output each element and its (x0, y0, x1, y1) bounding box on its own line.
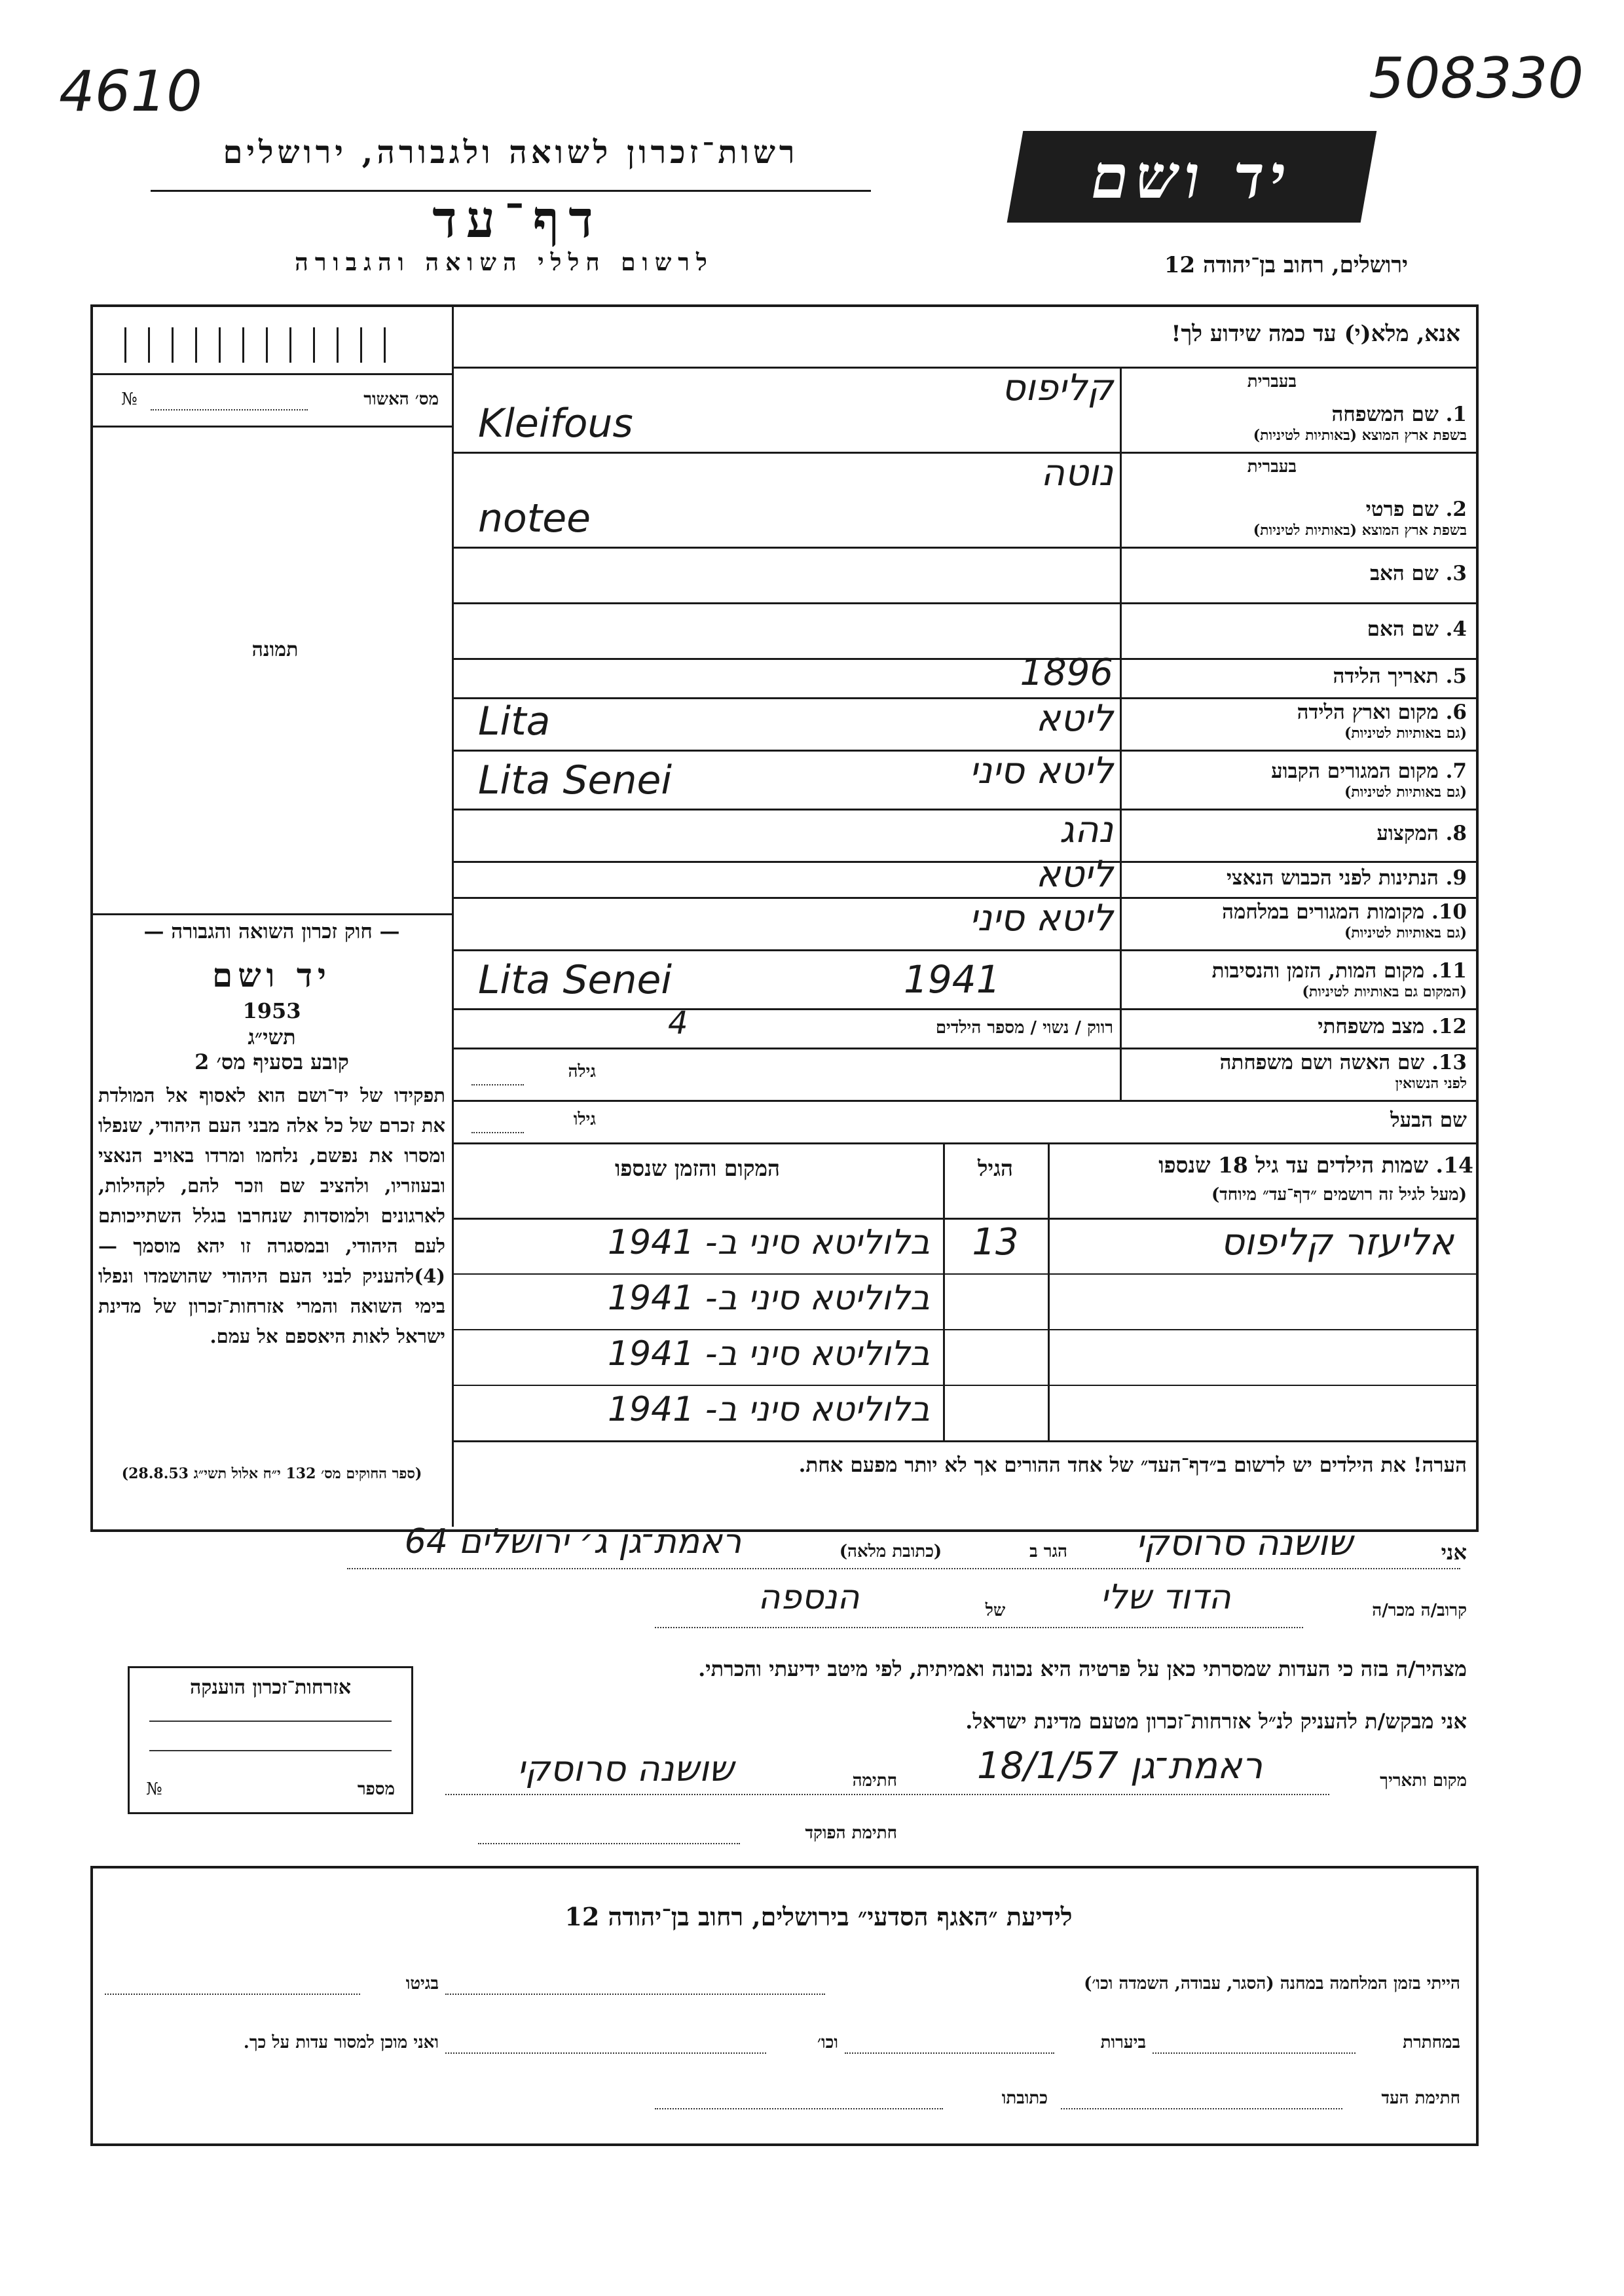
law-citation: (ספר החוקים מס׳ 132 י״ח אלול תשי״ג 28.8.53) (121, 1465, 422, 1482)
footer-line3-a: חתימת העד (1381, 2088, 1460, 2108)
signature-line (445, 1794, 1329, 1795)
footer-line2-c: וכו׳ (817, 2033, 838, 2052)
footer-line3-field-b (655, 2108, 943, 2109)
field-sub-label: (המקום גם באותיות לטיניות) (1302, 983, 1467, 1000)
approval-line (151, 409, 308, 410)
children-title: 14. שמות הילדים עד גיל 18 שנספו (1158, 1152, 1473, 1178)
footer-line2-field-c (445, 2052, 766, 2054)
children-divider-age-left (943, 1142, 945, 1440)
left-column-divider (452, 304, 454, 1527)
law-section: קובע בסעיף מס׳ 2 (194, 1049, 349, 1074)
header-address: ירושלים, רחוב בן־יהודה 12 (1164, 252, 1408, 278)
field-row-line (452, 1008, 1476, 1010)
certificate-box (128, 1666, 413, 1814)
children-count: 4 (668, 1005, 688, 1042)
field-latin-value: Lita (478, 699, 551, 744)
declarant-line (347, 1568, 1460, 1569)
declarant-i-label: אני (1441, 1540, 1467, 1565)
field-label: 11. מקום המות, הזמן והנסיבות (1211, 959, 1467, 983)
signature-value: שושנה סרוסקי (517, 1748, 734, 1789)
field-sub-label: בשפת ארץ המוצא (באותיות לטיניות) (1253, 522, 1467, 539)
marital-options: רווק / נשוי / מספר הילדים (935, 1018, 1113, 1038)
declarant-resident: הגר ב (1029, 1542, 1067, 1561)
field-lang-label: בעברית (1247, 372, 1297, 392)
declarant-address-label: (כתובת מלאה) (839, 1542, 942, 1561)
approval-tickboxes (124, 327, 407, 365)
place-date-label: מקום ותאריך (1380, 1771, 1467, 1791)
footer-line2-b: ביערות (1100, 2033, 1146, 2052)
form-title: דף־עד (432, 190, 602, 249)
child-place: בלוליטא סיני ב- 1941 (607, 1334, 930, 1374)
field-year-value: 1941 (904, 957, 1001, 1002)
field-label: 5. תאריך הלידה (1333, 665, 1467, 688)
field-latin-value: Kleifous (478, 401, 633, 446)
corner-number-right: 508330 (1369, 46, 1584, 111)
field-label: 9. הנתינות לפני הכבוש הנאצי (1227, 866, 1467, 890)
child-place: בלוליטא סיני ב- 1941 (607, 1223, 930, 1262)
footer-title: לידיעת ״האגף הסדעי״ בירושלים, רחוב בן־יהודה 12 (564, 1902, 1073, 1931)
field-label: 8. המקצוע (1376, 822, 1467, 845)
form-purpose: לרשום חללי השואה והגבורה (295, 249, 714, 276)
age-label: גילה (568, 1062, 596, 1082)
official-line (478, 1843, 740, 1844)
relation-of-value: הנספה (758, 1578, 860, 1617)
field-label: 4. שם האם (1367, 617, 1467, 641)
field-label: 13. שם האשה ושם משפחתה (1219, 1051, 1467, 1074)
logo-text: יד ושם (1085, 141, 1299, 212)
field-sub-label: לפני הנשואין (1395, 1075, 1467, 1092)
law-box-top (90, 913, 452, 915)
law-title: — חוק זכרון השואה והגבורה — (143, 920, 400, 943)
declarant-name: שושנה סרוסקי (1135, 1522, 1353, 1563)
field-value: ליטא (1035, 852, 1113, 896)
field-row-line (452, 1048, 1476, 1049)
request-text: אני מבקש/ת להעניק לנ״ל אזרחות־זכרון מטעם מדינת ישראל. (965, 1709, 1467, 1734)
field-hebrew-value: נוטה (1041, 452, 1113, 494)
yad-vashem-logo (1007, 131, 1377, 223)
footer-line2-d: ואני מוכן למסור עדות על כך. (243, 2033, 439, 2052)
field-label: 6. מקום וארץ הלידה (1297, 701, 1467, 724)
field-label: שם הבעל (1390, 1108, 1467, 1132)
field-row-line (452, 1100, 1476, 1102)
law-year-heb: תשי״ג (248, 1025, 296, 1049)
field-sub-label: (גם באותיות לטיניות) (1344, 784, 1467, 801)
field-lang-label: בעברית (1247, 457, 1297, 477)
age-line (471, 1084, 524, 1085)
footer-line2-a: במחתרת (1403, 2033, 1460, 2052)
children-bottom-line (452, 1440, 1476, 1442)
field-sub-label: בשפת ארץ המוצא (באותיות לטיניות) (1253, 427, 1467, 444)
certificate-title: אזרחות־זכרון הוענקה (189, 1676, 352, 1699)
relation-of-label: של (985, 1601, 1006, 1620)
law-text: תפקידו של יד־ושם הוא לאסוף אל המולדת את זכרם של כל אלה מבני העם היהודי, שנפלו ומסרו את נפשם, נלחמו ומרדו באויב הנאצי ובעוזריו, ולהציב שם וזכר להם, לקהילות, לארגונים ולמוסדות שנחרבו בגלל השתייכותם לעם היהודי, ובמסגרה זו יהא מוסמך — (4)להעניק לבני העם היהודי שהושמדו ונפלו בימי השואה והמרי אזרחות־זכרון של מדינת ישראל לאות היאספם אל עמם. (98, 1084, 445, 1347)
field-row-line (452, 602, 1476, 604)
certificate-line-2 (149, 1750, 392, 1751)
declaration-text: מצהיר/ה בזה כי העדות שמסרתי כאן על פרטיה היא נכונה ואמיתית, לפי מיטב ידיעתי והכרתי. (698, 1656, 1467, 1681)
relation-value: הדוד שלי (1100, 1578, 1231, 1617)
footer-line1-a: הייתי בזמן המלחמה במחנה (הסגר, עבודה, השמדה וכו׳) (1084, 1974, 1460, 1994)
authority-title: רשות־זכרון לשואה ולגבורה, ירושלים (223, 134, 799, 171)
age-line (471, 1132, 524, 1133)
footer-line2-field-b (845, 2052, 1054, 2054)
field-label: 2. שם פרטי (1365, 498, 1467, 521)
approval-box-line (90, 373, 452, 375)
footer-line3-b: כתובתו (1001, 2088, 1048, 2108)
child-place: בלוליטא סיני ב- 1941 (607, 1279, 930, 1318)
footer-line1-field-b (105, 1994, 360, 1995)
field-hebrew-value: ליטא (1035, 697, 1113, 740)
field-label: 1. שם המשפחה (1331, 403, 1467, 426)
field-row-line (452, 547, 1476, 549)
field-label: 10. מקומות המגורים במלחמה (1222, 900, 1467, 924)
field-hebrew-value: ליטא סיני (969, 750, 1113, 792)
field-value: 1896 (1020, 651, 1113, 694)
children-note: הערה! את הילדים יש לרשום ב״דף־העד״ של אחד ההורים אך לא יותר מפעם אחת. (798, 1453, 1467, 1477)
field-hebrew-value: קליפוס (1001, 367, 1113, 409)
footer-line2-field-a (1153, 2052, 1356, 2054)
certificate-number-suffix: № (146, 1779, 162, 1799)
place-date-value: ראמת־גן 18/1/57 (976, 1745, 1263, 1787)
field-latin-value: notee (478, 496, 591, 541)
field-label: 7. מקום המגורים הקבוע (1271, 759, 1467, 783)
field-sub-label: (גם באותיות לטיניות) (1344, 924, 1467, 941)
field-value: ליטא סיני (969, 897, 1113, 939)
children-col-place: המקום והזמן שנספו (614, 1156, 781, 1181)
field-value: נהג (1059, 809, 1113, 851)
children-top-line (452, 1142, 1476, 1144)
relation-label: קרוב/ה מכר/ה (1372, 1601, 1467, 1620)
children-header-line (452, 1218, 1476, 1220)
corner-number-left: 4610 (59, 59, 202, 124)
field-row-line (452, 949, 1476, 951)
children-col-age: הגיל (978, 1156, 1013, 1181)
certificate-line-1 (149, 1721, 392, 1722)
signature-label: חתימה (852, 1771, 897, 1791)
child-age: 13 (972, 1221, 1019, 1264)
field-label: 12. מצב משפחתי (1318, 1015, 1467, 1038)
approval-label: מס׳ האשור (363, 390, 439, 409)
field-label: 3. שם האב (1370, 561, 1467, 585)
children-divider-age-right (1048, 1142, 1050, 1440)
photo-label: תמונה (251, 638, 299, 661)
intro-text: אנא, מלא(י) עד כמה שידוע לך! (1171, 321, 1460, 347)
child-row-line (452, 1329, 1476, 1330)
field-sub-label: (גם באותיות לטיניות) (1344, 725, 1467, 742)
child-row-line (452, 1385, 1476, 1386)
declarant-address: ראמת־גן ג׳ ירושלים 64 (404, 1522, 742, 1561)
approval-suffix: № (121, 390, 138, 409)
official-label: חתימת הפוקד (805, 1823, 897, 1843)
child-row-line (452, 1273, 1476, 1275)
approval-bottom-line (90, 426, 452, 428)
law-year-greg: 1953 (242, 998, 301, 1023)
footer-line3-field-a (1061, 2108, 1342, 2109)
label-value-divider (1120, 367, 1122, 1100)
law-logo: יד ושם (212, 956, 331, 994)
footer-line1-field-a (445, 1994, 825, 1995)
children-title-sub: (מעל לגיל זה רושמים ״דף־עד״ מיוחד) (1211, 1185, 1467, 1205)
certificate-number-label: מספר (357, 1779, 395, 1799)
field-latin-value: Lita Senei (478, 757, 673, 803)
relation-line (655, 1627, 1303, 1628)
footer-line1-b: בגיטו (405, 1974, 439, 1994)
child-place: בלוליטא סיני ב- 1941 (607, 1390, 930, 1429)
age-label: גילו (573, 1109, 596, 1129)
child-name: אליעזר קליפוס (1220, 1221, 1454, 1264)
field-latin-value: Lita Senei (478, 957, 673, 1003)
